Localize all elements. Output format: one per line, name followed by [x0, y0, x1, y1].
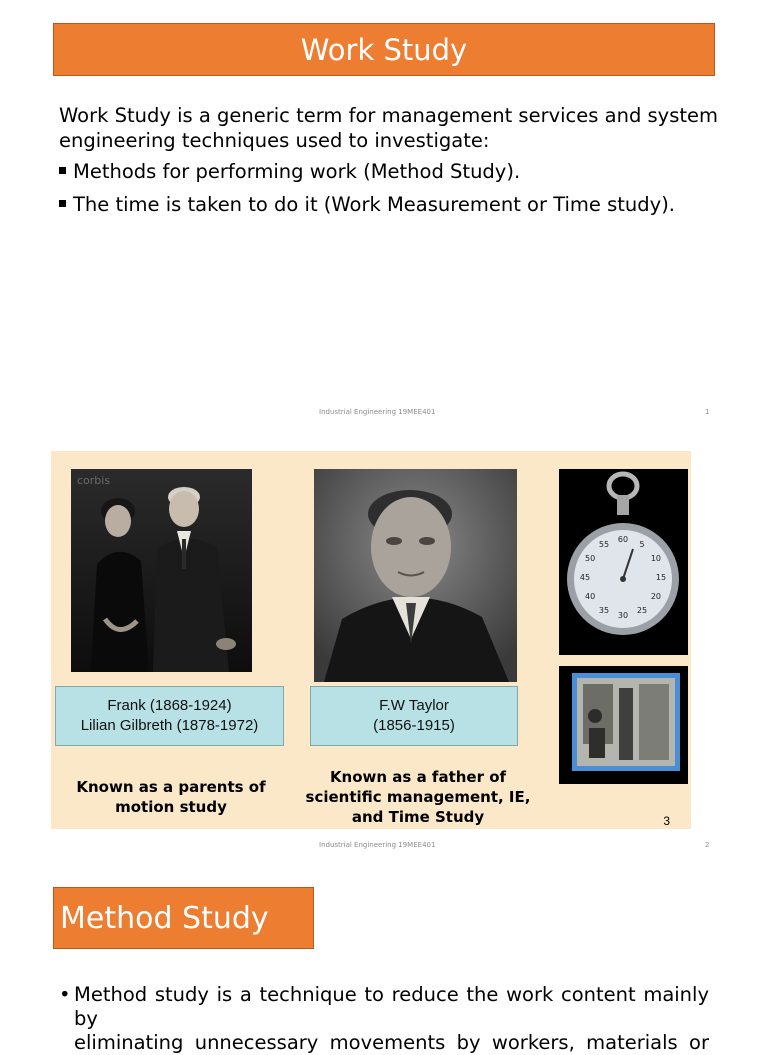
- slide3-title: Method Study: [60, 900, 269, 936]
- list-item: [59, 159, 719, 184]
- stopwatch-numeral: 40: [584, 592, 596, 601]
- slide3-bullet-line1: Method study is a technique to reduce the work content mainly by: [74, 983, 709, 1030]
- watermark-text: corbis: [77, 474, 111, 487]
- taylor-known-as: [287, 767, 549, 827]
- slide2-footer: Industrial Engineering 19MEE401: [319, 841, 436, 849]
- stopwatch-numeral: 5: [639, 540, 645, 550]
- gilbreth-photo-art: [71, 469, 252, 672]
- stopwatch-numeral: 25: [636, 605, 648, 615]
- taylor-photo-art: [314, 469, 517, 682]
- slide2-image-panel: [51, 451, 691, 829]
- slide3-bullet: [59, 983, 709, 1055]
- taylor-known-line2: scientific management, IE,: [305, 788, 531, 806]
- stopwatch-numeral: 50: [584, 554, 596, 563]
- inner-slide-number: 3: [663, 814, 670, 828]
- taylor-known-line3: and Time Study: [351, 808, 485, 826]
- stopwatch-numeral: 15: [655, 573, 667, 582]
- stopwatch-photo: [559, 469, 688, 655]
- factory-photo: [559, 666, 688, 784]
- slide3-body: [59, 983, 709, 1055]
- gilbreth-known-as: [51, 777, 291, 817]
- slide1-title: Work Study: [300, 32, 468, 67]
- slide3-bullet-line2: eliminating unnecessary movements by workers, materials or: [74, 1031, 709, 1054]
- slide2-page-number: 2: [705, 841, 710, 849]
- stopwatch-numeral: 20: [650, 592, 661, 601]
- stopwatch-dial: [559, 469, 688, 655]
- taylor-caption-line2: (1856-1915): [373, 717, 455, 734]
- taylor-photo: [314, 469, 517, 682]
- slide1-intro: Work Study is a generic term for management services and system engineering techniques used to investigate:: [59, 104, 719, 152]
- stopwatch-numeral: 35: [598, 605, 610, 615]
- factory-photo-art: [559, 666, 688, 784]
- gilbreth-caption-line2: Lilian Gilbreth (1878-1972): [80, 717, 259, 734]
- slide1-body: [59, 103, 719, 225]
- round-bullet-icon: •: [59, 983, 71, 1006]
- gilbreth-known-line2: motion study: [115, 798, 227, 816]
- taylor-caption-line1: F.W Taylor: [379, 697, 449, 714]
- slide1-footer: Industrial Engineering 19MEE401: [319, 408, 436, 416]
- bullet-text: Methods for performing work (Method Study).: [73, 160, 521, 183]
- list-item: [59, 192, 719, 217]
- slide1-title-bar: [53, 23, 715, 76]
- slide3-title-bar: [53, 887, 314, 949]
- slide1-page-number: 1: [705, 408, 710, 416]
- stopwatch-numeral: 60: [617, 535, 629, 544]
- stopwatch-numeral: 30: [617, 611, 629, 620]
- slide1-bullet-list: [59, 159, 719, 217]
- taylor-caption: [310, 686, 518, 746]
- stopwatch-numeral: 55: [598, 540, 610, 550]
- square-bullet-icon: [59, 200, 66, 207]
- square-bullet-icon: [59, 167, 66, 174]
- taylor-known-line1: Known as a father of: [329, 768, 507, 786]
- stopwatch-numeral: 45: [579, 573, 591, 582]
- bullet-text: The time is taken to do it (Work Measurement or Time study).: [73, 193, 675, 216]
- stopwatch-numeral: 10: [650, 554, 661, 563]
- gilbreth-caption: [55, 686, 284, 746]
- gilbreth-photo: [71, 469, 252, 672]
- gilbreth-caption-line1: Frank (1868-1924): [107, 697, 232, 714]
- gilbreth-known-line1: Known as a parents of: [76, 778, 266, 796]
